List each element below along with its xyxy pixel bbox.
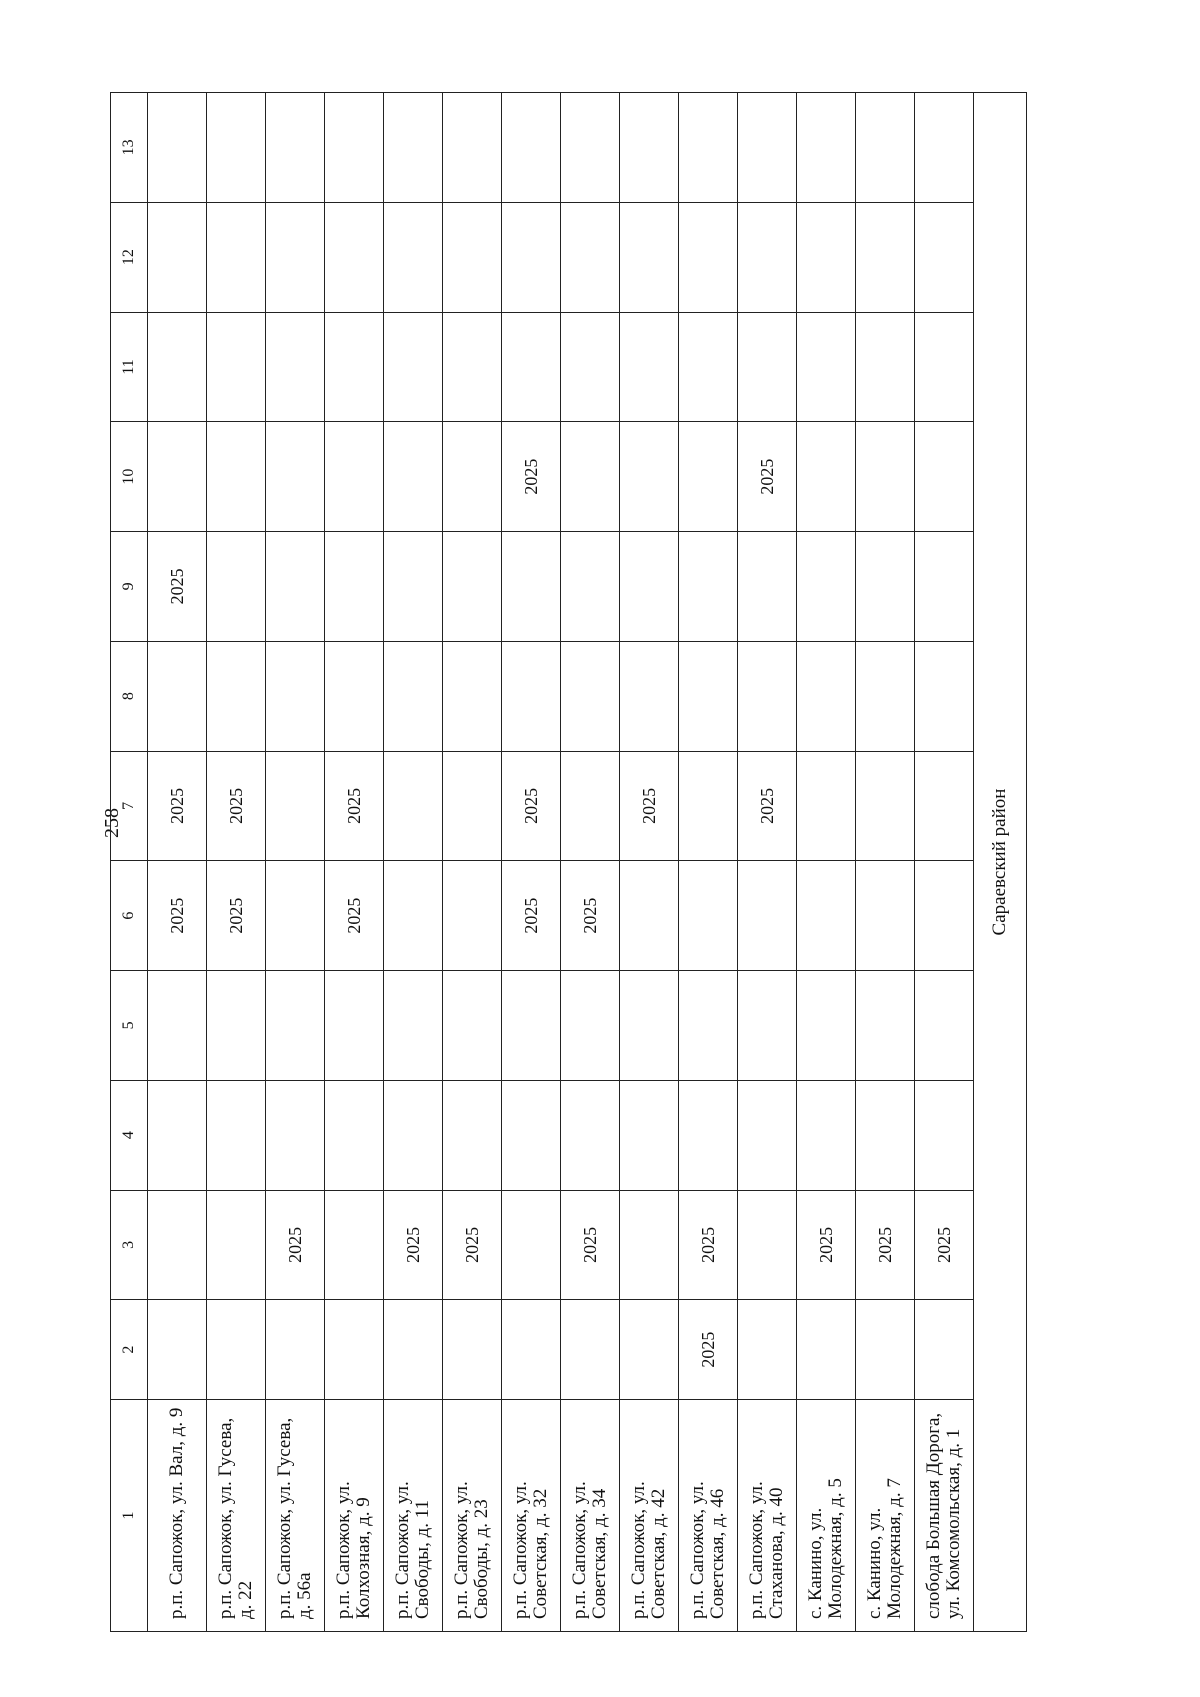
address-cell: р.п. Сапожок, ул. Советская, д. 42 [620,1400,679,1632]
column-number-header: 11 [111,312,148,422]
year-cell [679,971,738,1081]
year-cell [915,312,974,422]
year-cell [620,202,679,312]
year-cell [679,861,738,971]
column-number-header: 7 [111,751,148,861]
year-cell: 2025 [915,1190,974,1300]
year-cell [148,93,207,203]
column-number-header: 10 [111,422,148,532]
year-cell [856,312,915,422]
column-number-header: 12 [111,202,148,312]
year-cell [207,641,266,751]
year-cell [679,641,738,751]
year-cell [620,93,679,203]
district-row [974,93,1027,1632]
year-cell: 2025 [738,751,797,861]
year-cell [325,641,384,751]
year-cell [266,422,325,532]
year-cell [325,93,384,203]
year-cell: 2025 [620,751,679,861]
table-row [797,93,856,1632]
year-cell [915,641,974,751]
year-cell [915,971,974,1081]
year-cell [620,1080,679,1190]
year-cell [325,971,384,1081]
year-cell [207,971,266,1081]
year-cell [797,312,856,422]
year-cell [384,861,443,971]
year-cell [856,861,915,971]
year-cell [856,1080,915,1190]
year-cell [384,1300,443,1400]
year-cell [915,202,974,312]
table-row [915,93,974,1632]
column-number-header: 8 [111,641,148,751]
year-cell: 2025 [384,1190,443,1300]
table-row [856,93,915,1632]
year-cell [561,1080,620,1190]
year-cell [620,641,679,751]
address-cell: р.п. Сапожок, ул. Гусева, д. 22 [207,1400,266,1632]
year-cell: 2025 [561,861,620,971]
year-cell [915,532,974,642]
year-cell: 2025 [207,751,266,861]
year-cell [148,641,207,751]
year-cell [915,422,974,532]
year-cell [207,532,266,642]
year-cell [266,93,325,203]
year-cell [561,312,620,422]
year-cell [443,971,502,1081]
year-cell [620,532,679,642]
year-cell [561,1300,620,1400]
year-cell [384,202,443,312]
year-cell [679,93,738,203]
year-cell [207,312,266,422]
year-cell [856,532,915,642]
column-number-header-row [111,93,148,1632]
year-cell [856,751,915,861]
year-cell [266,1300,325,1400]
address-cell: р.п. Сапожок, ул. Советская, д. 46 [679,1400,738,1632]
year-cell [207,202,266,312]
year-cell [266,202,325,312]
year-cell [266,751,325,861]
year-cell [797,422,856,532]
year-cell [443,312,502,422]
year-cell [502,971,561,1081]
year-cell [384,1080,443,1190]
year-cell [502,641,561,751]
address-cell: р.п. Сапожок, ул. Советская, д. 34 [561,1400,620,1632]
year-cell [797,641,856,751]
year-cell [266,641,325,751]
year-cell [679,312,738,422]
year-cell [738,1300,797,1400]
year-cell [738,1190,797,1300]
year-cell [443,861,502,971]
year-cell [443,422,502,532]
column-number-header: 5 [111,971,148,1081]
year-cell [915,1300,974,1400]
address-cell: р.п. Сапожок, ул. Советская, д. 32 [502,1400,561,1632]
year-cell [620,1190,679,1300]
year-cell [266,532,325,642]
year-cell [148,1080,207,1190]
year-cell [856,93,915,203]
year-cell [679,1080,738,1190]
address-cell: р.п. Сапожок, ул. Свободы, д. 11 [384,1400,443,1632]
year-cell: 2025 [561,1190,620,1300]
year-cell [325,312,384,422]
year-cell [738,1080,797,1190]
year-cell [266,1080,325,1190]
year-cell [384,751,443,861]
year-cell [325,1190,384,1300]
year-cell [797,93,856,203]
year-cell [502,312,561,422]
district-heading: Сараевский район [974,93,1027,1632]
year-cell [325,532,384,642]
year-cell [207,93,266,203]
table-row [738,93,797,1632]
year-cell [325,1300,384,1400]
year-cell [915,861,974,971]
repair-schedule-table [110,92,1027,1632]
year-cell: 2025 [738,422,797,532]
year-cell [679,751,738,861]
address-cell: р.п. Сапожок, ул. Свободы, д. 23 [443,1400,502,1632]
year-cell [915,93,974,203]
address-cell: р.п. Сапожок, ул. Гусева, д. 56а [266,1400,325,1632]
table-row [443,93,502,1632]
address-cell: слобода Большая Дорога, ул. Комсомольская, д. 1 [915,1400,974,1632]
address-cell: р.п. Сапожок, ул. Вал, д. 9 [148,1400,207,1632]
column-number-header: 13 [111,93,148,203]
year-cell [443,1080,502,1190]
year-cell [856,971,915,1081]
year-cell [679,422,738,532]
year-cell [620,1300,679,1400]
table-row [325,93,384,1632]
table-row [266,93,325,1632]
year-cell [443,93,502,203]
year-cell [502,1190,561,1300]
year-cell [561,751,620,861]
year-cell [502,1080,561,1190]
year-cell [915,1080,974,1190]
year-cell: 2025 [502,422,561,532]
year-cell [738,312,797,422]
year-cell [266,312,325,422]
year-cell: 2025 [148,751,207,861]
year-cell: 2025 [679,1300,738,1400]
year-cell: 2025 [502,751,561,861]
year-cell [561,641,620,751]
year-cell [561,202,620,312]
year-cell: 2025 [443,1190,502,1300]
column-number-header: 4 [111,1080,148,1190]
year-cell [384,532,443,642]
year-cell [679,532,738,642]
year-cell [797,971,856,1081]
year-cell [384,422,443,532]
year-cell [620,422,679,532]
address-cell: р.п. Сапожок, ул. Стаханова, д. 40 [738,1400,797,1632]
year-cell: 2025 [325,861,384,971]
year-cell [502,202,561,312]
year-cell: 2025 [502,861,561,971]
year-cell [325,202,384,312]
year-cell [325,422,384,532]
column-number-header: 9 [111,532,148,642]
column-number-header: 1 [111,1400,148,1632]
year-cell [502,93,561,203]
year-cell [738,641,797,751]
year-cell [561,93,620,203]
year-cell [856,422,915,532]
year-cell [797,532,856,642]
year-cell [738,532,797,642]
table-row [384,93,443,1632]
year-cell [148,1190,207,1300]
year-cell [797,1300,856,1400]
year-cell [443,1300,502,1400]
year-cell [797,202,856,312]
year-cell [325,1080,384,1190]
table-row [148,93,207,1632]
year-cell [797,861,856,971]
year-cell [148,422,207,532]
year-cell [738,861,797,971]
year-cell [620,861,679,971]
year-cell: 2025 [148,532,207,642]
year-cell [620,312,679,422]
year-cell [502,532,561,642]
year-cell [266,971,325,1081]
year-cell [207,1300,266,1400]
table-row [620,93,679,1632]
year-cell [207,1080,266,1190]
year-cell [738,971,797,1081]
address-cell: с. Канино, ул. Молодежная, д. 7 [856,1400,915,1632]
column-number-header: 2 [111,1300,148,1400]
year-cell [561,971,620,1081]
year-cell [561,422,620,532]
year-cell [620,971,679,1081]
year-cell [738,93,797,203]
address-cell: р.п. Сапожок, ул. Колхозная, д. 9 [325,1400,384,1632]
year-cell [148,1300,207,1400]
year-cell [207,1190,266,1300]
year-cell [207,422,266,532]
year-cell [856,202,915,312]
year-cell [856,1300,915,1400]
page-number: 258 [101,808,123,838]
year-cell [561,532,620,642]
year-cell [797,1080,856,1190]
year-cell [384,312,443,422]
year-cell [384,641,443,751]
year-cell: 2025 [679,1190,738,1300]
column-number-header: 3 [111,1190,148,1300]
year-cell [443,641,502,751]
year-cell: 2025 [148,861,207,971]
year-cell [148,312,207,422]
table-row [502,93,561,1632]
year-cell [443,532,502,642]
year-cell [502,1300,561,1400]
column-number-header: 6 [111,861,148,971]
year-cell: 2025 [207,861,266,971]
year-cell: 2025 [856,1190,915,1300]
year-cell: 2025 [266,1190,325,1300]
rotated-table-container [110,92,1024,1632]
year-cell [856,641,915,751]
year-cell [148,202,207,312]
year-cell [266,861,325,971]
year-cell [384,971,443,1081]
year-cell [738,202,797,312]
table-row [679,93,738,1632]
year-cell [148,971,207,1081]
table-row [207,93,266,1632]
year-cell [443,202,502,312]
year-cell [443,751,502,861]
address-cell: с. Канино, ул. Молодежная, д. 5 [797,1400,856,1632]
year-cell [915,751,974,861]
year-cell [797,751,856,861]
year-cell [679,202,738,312]
year-cell: 2025 [325,751,384,861]
table-row [561,93,620,1632]
year-cell: 2025 [797,1190,856,1300]
year-cell [384,93,443,203]
